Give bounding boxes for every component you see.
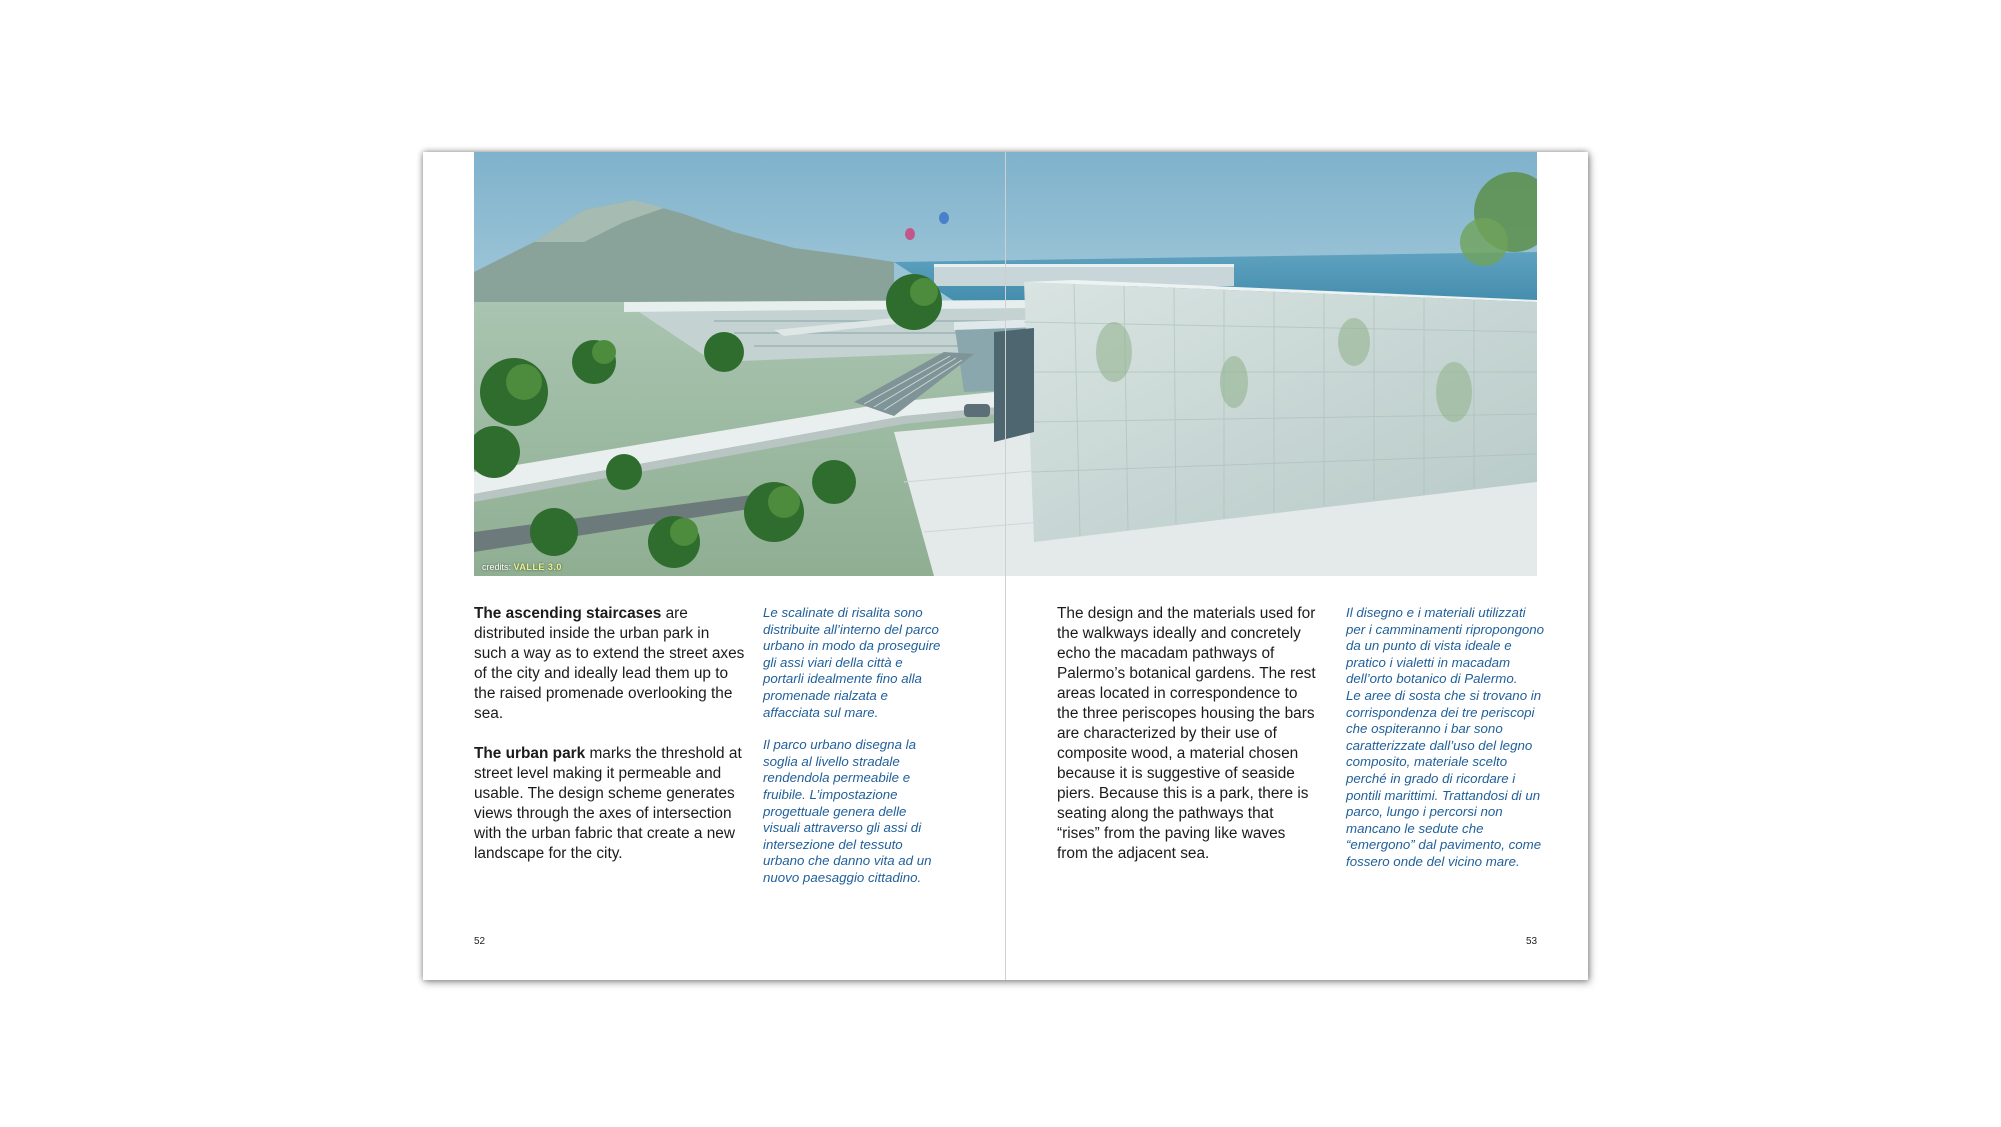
left-en-p1-text: are distributed inside the urban park in such a way as to extend the street axes of the city and ideally lead them up to the raised promenade overlooking the sea. bbox=[474, 605, 745, 722]
right-en-paragraph-1: The design and the materials used for the walkways ideally and concretely echo the macadam pathways of Palermo’s botanical gardens. The rest areas located in correspondence to the three periscopes housing the bars are characterized by their use of composite wood, a material chosen because it is suggestive of seaside piers. Because this is a park, there is seating along the pathways that “rises” from the paving like waves from the adjacent sea. bbox=[1057, 605, 1316, 862]
credits-label: credits: bbox=[482, 562, 512, 572]
left-english-column bbox=[474, 604, 746, 884]
left-en-p1-bold: The ascending staircases bbox=[474, 605, 662, 622]
right-italian-column bbox=[1346, 605, 1546, 887]
book-gutter bbox=[1005, 152, 1006, 980]
left-it-paragraph-2: Il parco urbano disegna la soglia al livello stradale rendendola permeabile e fruibile. L’impostazione progettuale genera delle visuali attraverso gli assi di intersezione del tessuto urbano che danno vita ad un nuovo paesaggio cittadino. bbox=[763, 737, 932, 885]
left-en-p2-text: marks the threshold at street level making it permeable and usable. The design scheme generates views through the axes of intersection with the urban fabric that create a new landscape for the city. bbox=[474, 745, 742, 862]
image-credits bbox=[482, 562, 562, 572]
left-en-paragraph-1 bbox=[474, 604, 746, 724]
left-it-paragraph-1: Le scalinate di risalita sono distribuite all’interno del parco urbano in modo da proseguire gli assi viari della città e portarli idealmente fino alla promenade rialzata e affacciata sul mare. bbox=[763, 605, 941, 720]
right-it-paragraph-2: Le aree di sosta che si trovano in corrispondenza dei tre periscopi che ospiteranno i bar sono caratterizzate dall’uso del legno composito, materiale scelto perché in grado di ricordare i pontili marittimi. Trattandosi di un parco, lungo i percorsi non mancano le sedute che “emergono” dal pavimento, come fossero onde del vicino mare. bbox=[1346, 687, 1542, 869]
right-english-column bbox=[1057, 604, 1319, 884]
right-it-paragraph-1: Il disegno e i materiali utilizzati per i camminamenti ripropongono da un punto di vista ideale e pratico i vialetti in macadam dell’orto botanico di Palermo. bbox=[1346, 605, 1545, 687]
left-italian-column bbox=[763, 605, 941, 903]
left-en-paragraph-2 bbox=[474, 744, 746, 864]
page-number-right: 53 bbox=[1526, 936, 1538, 947]
left-en-p2-bold: The urban park bbox=[474, 745, 586, 762]
credits-brand: VALLE 3.0 bbox=[513, 562, 562, 572]
book-spread bbox=[423, 152, 1588, 980]
page-number-left: 52 bbox=[474, 936, 486, 947]
